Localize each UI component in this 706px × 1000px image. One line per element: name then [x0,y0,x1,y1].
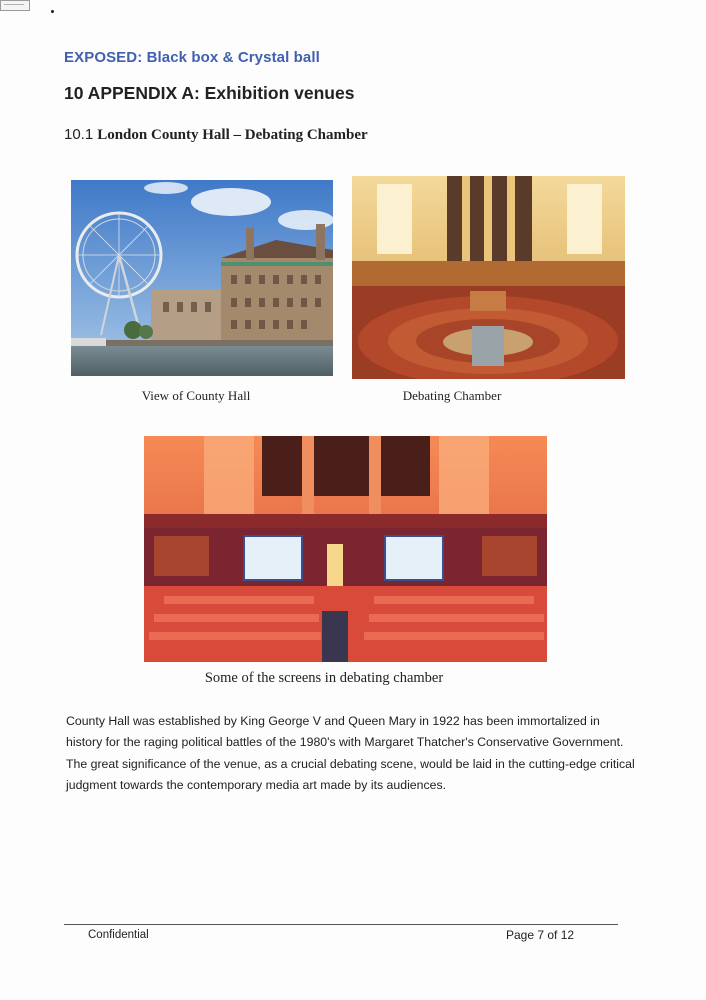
debating-chamber-caption: Debating Chamber [402,388,502,403]
county-hall-photo [71,180,333,376]
screens-photo [144,436,547,662]
screens-caption: Some of the screens in debating chamber [204,670,444,686]
chapter-heading: 10 APPENDIX A: Exhibition venues [64,83,355,103]
body-paragraph: County Hall was established by King George V and Queen Mary in 1922 has been immortalized in history for the raging political battles of the 1980's with Margaret Thatcher's Conservative Government. The great significance of the venue, as a crucial debating scene, would be laid in the cutting-edge critical judgment towards the contemporary media art made by its audiences. [66,714,635,792]
page-number: Page 7 of 12 [506,928,575,942]
footer-divider [64,924,618,925]
scan-mark [51,10,54,13]
footer-confidential: Confidential [88,929,149,941]
county-hall-caption: View of County Hall [141,388,251,403]
section-number: 10.1 [64,126,94,143]
section-title: London County Hall – Debating Chamber [97,127,368,143]
running-header: EXPOSED: Black box & Crystal ball [64,49,320,66]
corner-stamp [0,0,30,11]
debating-chamber-photo [352,176,625,379]
section-heading [64,126,368,144]
